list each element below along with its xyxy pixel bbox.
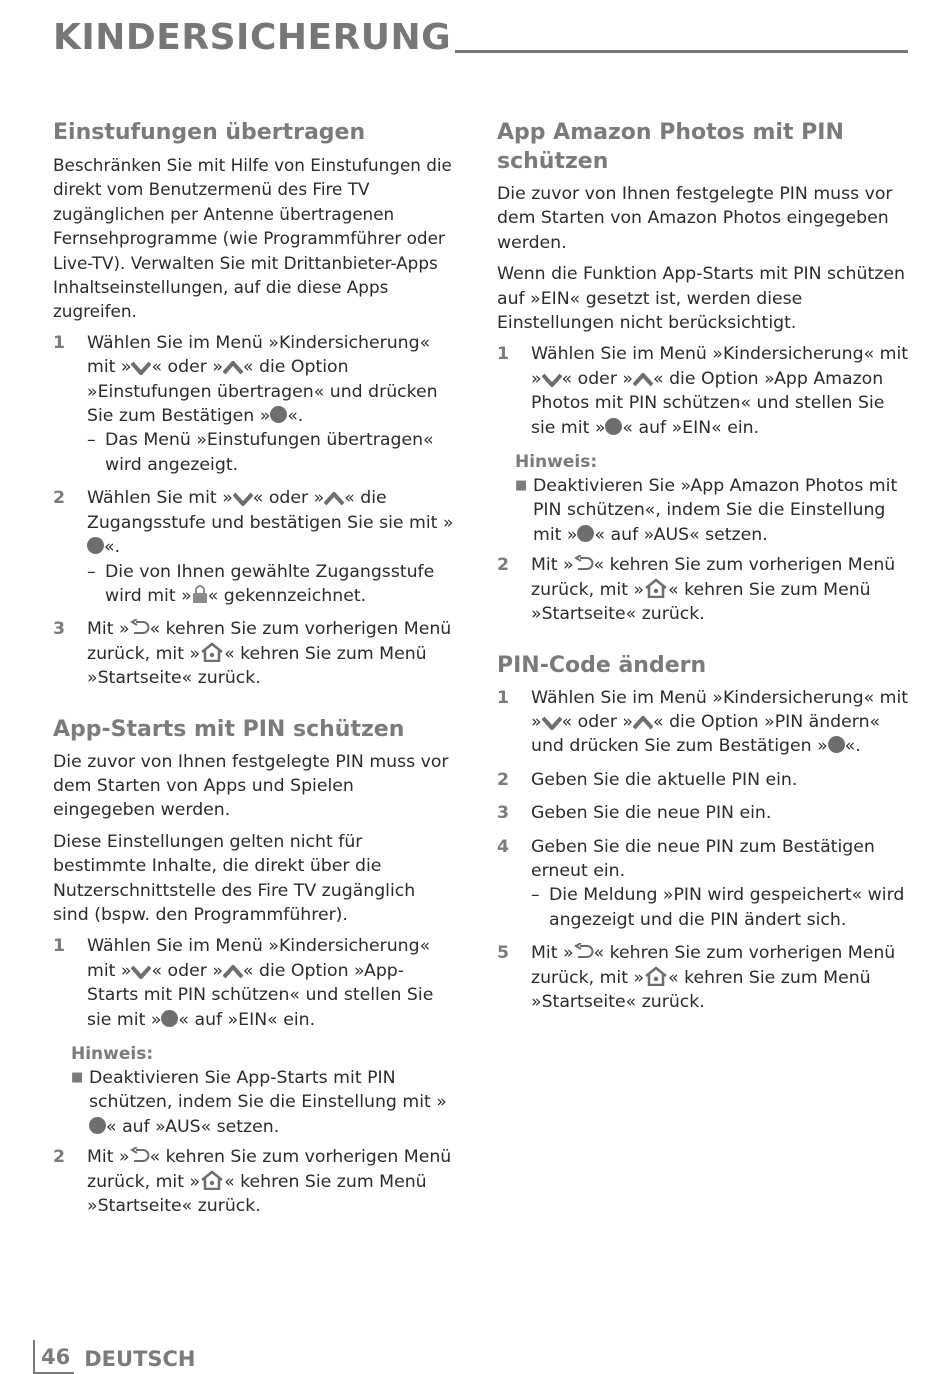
step-text — [531, 835, 909, 933]
step-text: Geben Sie die aktuelle PIN ein. — [531, 769, 798, 790]
step-item — [497, 553, 909, 626]
dash: – — [87, 561, 96, 582]
step-item — [497, 686, 909, 759]
text-run: « oder » — [252, 488, 325, 509]
back-arrow-icon — [574, 943, 594, 961]
text-run: « kehren Sie zum vorherigen Menü zurück, mit » — [531, 555, 896, 600]
step-item — [53, 1145, 455, 1218]
page-number: 46 — [35, 1344, 74, 1374]
step-text — [531, 553, 909, 626]
text-run: « auf »EIN« ein. — [178, 1009, 316, 1030]
text-run: Wählen Sie im Menü »Kindersicherung« mit » — [87, 332, 431, 378]
page-title: KINDERSICHERUNG — [53, 17, 452, 58]
step-number: 2 — [53, 1147, 66, 1168]
section-paragraph: Die zuvor von Ihnen festgelegte PIN muss vor dem Starten von Amazon Photos eingegeben werden. — [497, 184, 893, 253]
note-item — [71, 1066, 455, 1139]
step-item — [53, 331, 455, 477]
section-paragraph: Die zuvor von Ihnen festgelegte PIN muss vor dem Starten von Apps und Spielen eingegeben werden. — [53, 751, 449, 821]
back-arrow-icon — [130, 1147, 150, 1165]
text-run: « die Option »PIN ändern« und drücken Sie zum Bestätigen » — [531, 711, 881, 757]
text-run: « oder » — [151, 357, 223, 378]
text-run: Wählen Sie mit » — [87, 488, 233, 509]
title-rule — [455, 50, 908, 53]
text-run: « die Option »App Amazon Photos mit PIN schützen« und stellen Sie sie mit » — [531, 368, 885, 438]
step-item — [497, 835, 909, 933]
text-run: Wählen Sie im Menü »Kindersicherung« mit » — [87, 936, 431, 981]
ok-dot-icon — [577, 525, 594, 542]
step-item — [497, 768, 909, 792]
step-result-text — [105, 560, 455, 609]
text-run: « auf »AUS« setzen. — [594, 524, 768, 545]
step-result — [531, 883, 909, 932]
section-title-pin-code: PIN-Code ändern — [497, 652, 707, 678]
step-text — [531, 342, 909, 440]
note-label: Hinweis: — [515, 452, 598, 473]
text-run: «. — [844, 736, 861, 757]
home-icon — [644, 578, 668, 598]
step-text — [531, 686, 909, 759]
note-text — [89, 1066, 455, 1139]
note-label: Hinweis: — [71, 1044, 154, 1064]
step-item — [497, 941, 909, 1014]
text-run: « die Option »Einstufungen übertragen« und drücken Sie zum Bestätigen » — [87, 357, 438, 427]
text-run: « kehren Sie zum Menü »Startseite« zurück. — [87, 643, 427, 689]
home-icon — [200, 642, 224, 662]
step-item — [53, 486, 455, 608]
home-icon — [644, 966, 668, 986]
chevron-up-icon — [633, 373, 653, 387]
bullet-icon: ■ — [71, 1070, 84, 1085]
section-intro: Beschränken Sie mit Hilfe von Einstufungen die direkt vom Benutzermenü des Fire TV zugänglichen per Antenne übertragenen Fernsehprogramme (wie Programmführer oder Live-TV). Verwalten Sie mit Drittanbieter-Apps Inhaltseinstellungen, auf die diese Apps zugreifen. — [53, 155, 452, 322]
chevron-up-icon — [223, 965, 243, 979]
section-title-einstufungen: Einstufungen übertragen — [53, 120, 366, 145]
back-arrow-icon — [574, 555, 594, 573]
text-run: Die von Ihnen gewählte Zugangsstufe wird mit » — [105, 561, 435, 606]
step-item — [497, 801, 909, 825]
text-run: «. — [104, 537, 121, 558]
text-run: Deaktivieren Sie »App Amazon Photos mit PIN schützen«, indem Sie die Einstellung mit » — [533, 476, 898, 545]
text-run: « gekennzeichnet. — [207, 585, 367, 606]
step-number: 1 — [497, 687, 510, 708]
step-number: 2 — [497, 555, 510, 576]
chevron-down-icon — [233, 492, 253, 506]
ok-dot-icon — [828, 736, 845, 753]
ok-dot-icon — [161, 1010, 178, 1027]
chevron-up-icon — [324, 492, 344, 506]
text-run: « auf »AUS« setzen. — [106, 1116, 280, 1137]
home-icon — [200, 1170, 224, 1190]
text-run: «. — [287, 406, 304, 427]
left-column — [53, 118, 455, 1227]
step-number: 3 — [53, 619, 66, 640]
step-number: 1 — [497, 344, 510, 365]
ok-dot-icon — [89, 1117, 106, 1134]
step-text — [87, 617, 455, 690]
step-text — [531, 941, 909, 1014]
step-result-text: Die Meldung »PIN wird gespeichert« wird angezeigt und die PIN ändert sich. — [549, 885, 905, 930]
text-run: « kehren Sie zum Menü »Startseite« zurück. — [531, 579, 871, 625]
text-run: « kehren Sie zum Menü »Startseite« zurück. — [87, 1171, 427, 1217]
text-run: « oder » — [151, 960, 223, 981]
text-run: Wählen Sie im Menü »Kindersicherung« mit » — [531, 344, 909, 389]
text-run: « kehren Sie zum vorherigen Menü zurück, mit » — [531, 943, 896, 988]
step-number: 4 — [497, 836, 510, 857]
note-text — [533, 474, 909, 547]
step-number: 5 — [497, 943, 510, 964]
chevron-down-icon — [542, 373, 562, 387]
step-number: 2 — [53, 488, 66, 509]
section-paragraph: Wenn die Funktion App-Starts mit PIN schützen auf »EIN« gesetzt ist, werden diese Einstellungen nicht berücksichtigt. — [497, 264, 905, 334]
note-box — [71, 1042, 455, 1139]
step-item — [53, 934, 455, 1032]
bullet-icon: ■ — [515, 478, 528, 494]
step-result — [87, 428, 455, 477]
step-text — [87, 486, 455, 608]
text-run: « die Option »App-Starts mit PIN schützen« und stellen Sie sie mit » — [87, 960, 434, 1030]
right-column — [497, 118, 909, 1023]
text-run: Deaktivieren Sie App-Starts mit PIN schützen, indem Sie die Einstellung mit » — [89, 1068, 447, 1113]
step-number: 1 — [53, 936, 66, 957]
section-title-amazon-photos: App Amazon Photos mit PIN schützen — [497, 120, 844, 174]
footer-language: DEUTSCH — [84, 1347, 196, 1371]
step-item — [53, 617, 455, 690]
dash: – — [531, 885, 540, 906]
text-run: « kehren Sie zum vorherigen Menü zurück, mit » — [87, 1147, 452, 1192]
step-result-text: Das Menü »Einstufungen übertragen« wird angezeigt. — [105, 430, 434, 475]
step-number: 2 — [497, 769, 510, 790]
ok-dot-icon — [605, 418, 622, 435]
step-number: 3 — [497, 803, 510, 824]
text-run: Mit » — [531, 943, 574, 964]
ok-dot-icon — [87, 537, 104, 554]
step-text — [87, 1145, 455, 1218]
chevron-down-icon — [542, 716, 562, 730]
text-run: « kehren Sie zum vorherigen Menü zurück, mit » — [87, 619, 452, 664]
text-run: Wählen Sie im Menü »Kindersicherung« mit » — [531, 687, 909, 732]
text-run: « die Zugangsstufe und bestätigen Sie sie mit » — [87, 488, 454, 533]
step-text: Geben Sie die neue PIN ein. — [531, 803, 772, 824]
chevron-down-icon — [131, 965, 151, 979]
text-run: Mit » — [531, 555, 574, 576]
back-arrow-icon — [130, 619, 150, 637]
lock-icon — [192, 585, 208, 604]
step-result — [87, 560, 455, 609]
step-text — [87, 934, 455, 1032]
text-run: Mit » — [87, 1147, 130, 1168]
note-item — [515, 474, 909, 547]
page-footer — [33, 1340, 196, 1374]
note-box — [515, 450, 909, 547]
ok-dot-icon — [270, 406, 287, 423]
chevron-up-icon — [633, 716, 653, 730]
step-number: 1 — [53, 332, 66, 353]
step-item — [497, 342, 909, 440]
text-run: « kehren Sie zum Menü »Startseite« zurück. — [531, 967, 871, 1012]
section-paragraph: Diese Einstellungen gelten nicht für bestimmte Inhalte, die direkt über die Nutzerschnittstelle des Fire TV zugänglich sind (bspw. den Programmführer). — [53, 831, 416, 925]
page-header — [53, 17, 908, 58]
step-text — [87, 331, 455, 477]
text-run: Mit » — [87, 619, 130, 640]
text-run: « oder » — [561, 711, 633, 732]
text-run: « oder » — [561, 368, 633, 389]
section-title-app-starts: App-Starts mit PIN schützen — [53, 716, 405, 742]
dash: – — [87, 430, 96, 451]
text-run: « auf »EIN« ein. — [622, 417, 760, 438]
chevron-up-icon — [223, 361, 243, 375]
text-run: Geben Sie die neue PIN zum Bestätigen erneut ein. — [531, 836, 875, 881]
chevron-down-icon — [131, 361, 151, 375]
